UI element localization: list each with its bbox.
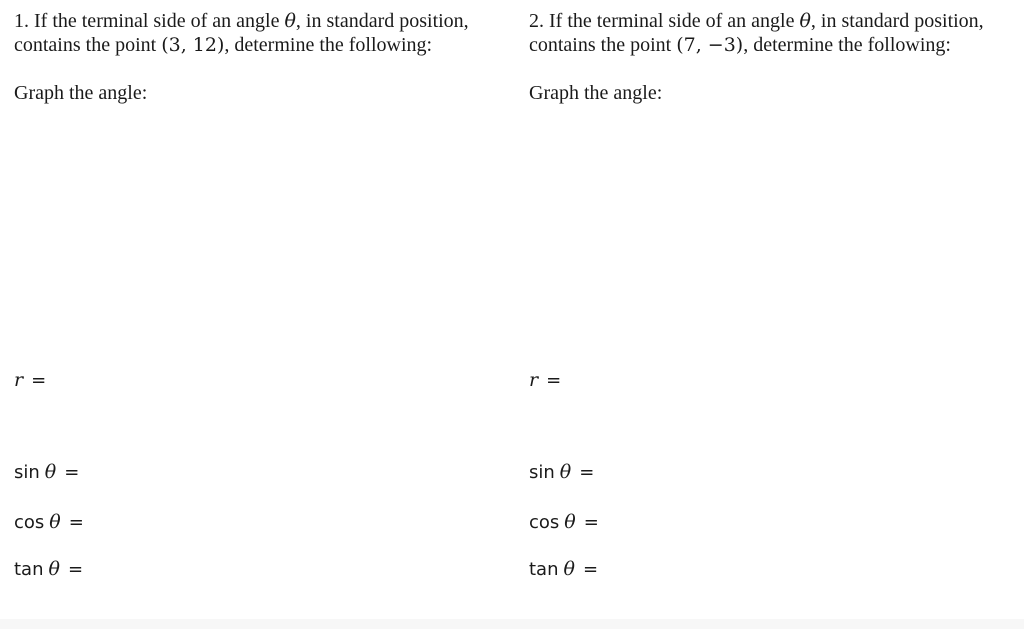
cos-answer-line — [529, 510, 599, 535]
sin-function: sin — [529, 462, 555, 483]
problem-2 — [529, 0, 1024, 629]
equals-sign: = — [68, 512, 84, 533]
point-coordinates: (7, −3) — [676, 34, 744, 56]
graph-label: Graph the angle: — [14, 82, 148, 104]
tan-answer-line — [14, 557, 83, 582]
tan-answer-line — [529, 557, 598, 582]
theta-symbol: θ — [564, 511, 576, 533]
sin-answer-line — [14, 460, 79, 485]
cos-function: cos — [14, 512, 45, 533]
graph-label: Graph the angle: — [529, 82, 663, 104]
r-symbol: r — [14, 369, 24, 391]
equals-sign: = — [582, 559, 599, 580]
equals-sign: = — [579, 462, 595, 483]
r-symbol: r — [529, 369, 539, 391]
problem-prompt — [529, 9, 984, 57]
prompt-text: contains the point — [14, 34, 162, 56]
theta-symbol: θ — [563, 558, 575, 580]
theta-symbol: θ — [559, 461, 572, 483]
prompt-line-1 — [529, 9, 984, 33]
prompt-line-1 — [14, 9, 469, 33]
page-bottom-edge — [0, 619, 1024, 629]
theta-symbol: θ — [44, 461, 57, 483]
theta-symbol: θ — [49, 511, 61, 533]
equals-sign: = — [67, 559, 84, 580]
prompt-text: , determine the following: — [224, 34, 433, 56]
cos-function: cos — [529, 512, 560, 533]
r-answer-line — [14, 368, 46, 393]
graph-space — [14, 112, 494, 352]
cos-answer-line — [14, 510, 84, 535]
point-coordinates: (3, 12) — [161, 34, 225, 56]
sin-function: sin — [14, 462, 40, 483]
problem-1 — [14, 0, 514, 629]
theta-symbol: θ — [48, 558, 60, 580]
theta-symbol: θ — [284, 10, 296, 32]
prompt-text: 1. If the terminal side of an angle — [14, 10, 285, 32]
equals-sign: = — [64, 462, 80, 483]
prompt-text: , in standard position, — [295, 10, 469, 32]
prompt-text: contains the point — [529, 34, 677, 56]
prompt-text: 2. If the terminal side of an angle — [529, 10, 800, 32]
r-answer-line — [529, 368, 561, 393]
equals-sign: = — [583, 512, 599, 533]
problem-prompt — [14, 9, 469, 57]
equals-sign: = — [546, 370, 562, 391]
prompt-line-2 — [14, 33, 469, 57]
prompt-text: , determine the following: — [743, 34, 951, 56]
tan-function: tan — [529, 559, 559, 580]
tan-function: tan — [14, 559, 44, 580]
sin-answer-line — [529, 460, 594, 485]
equals-sign: = — [31, 370, 47, 391]
prompt-line-2 — [529, 33, 984, 57]
graph-space — [529, 112, 1009, 352]
theta-symbol: θ — [799, 10, 811, 32]
prompt-text: , in standard position, — [810, 10, 984, 32]
